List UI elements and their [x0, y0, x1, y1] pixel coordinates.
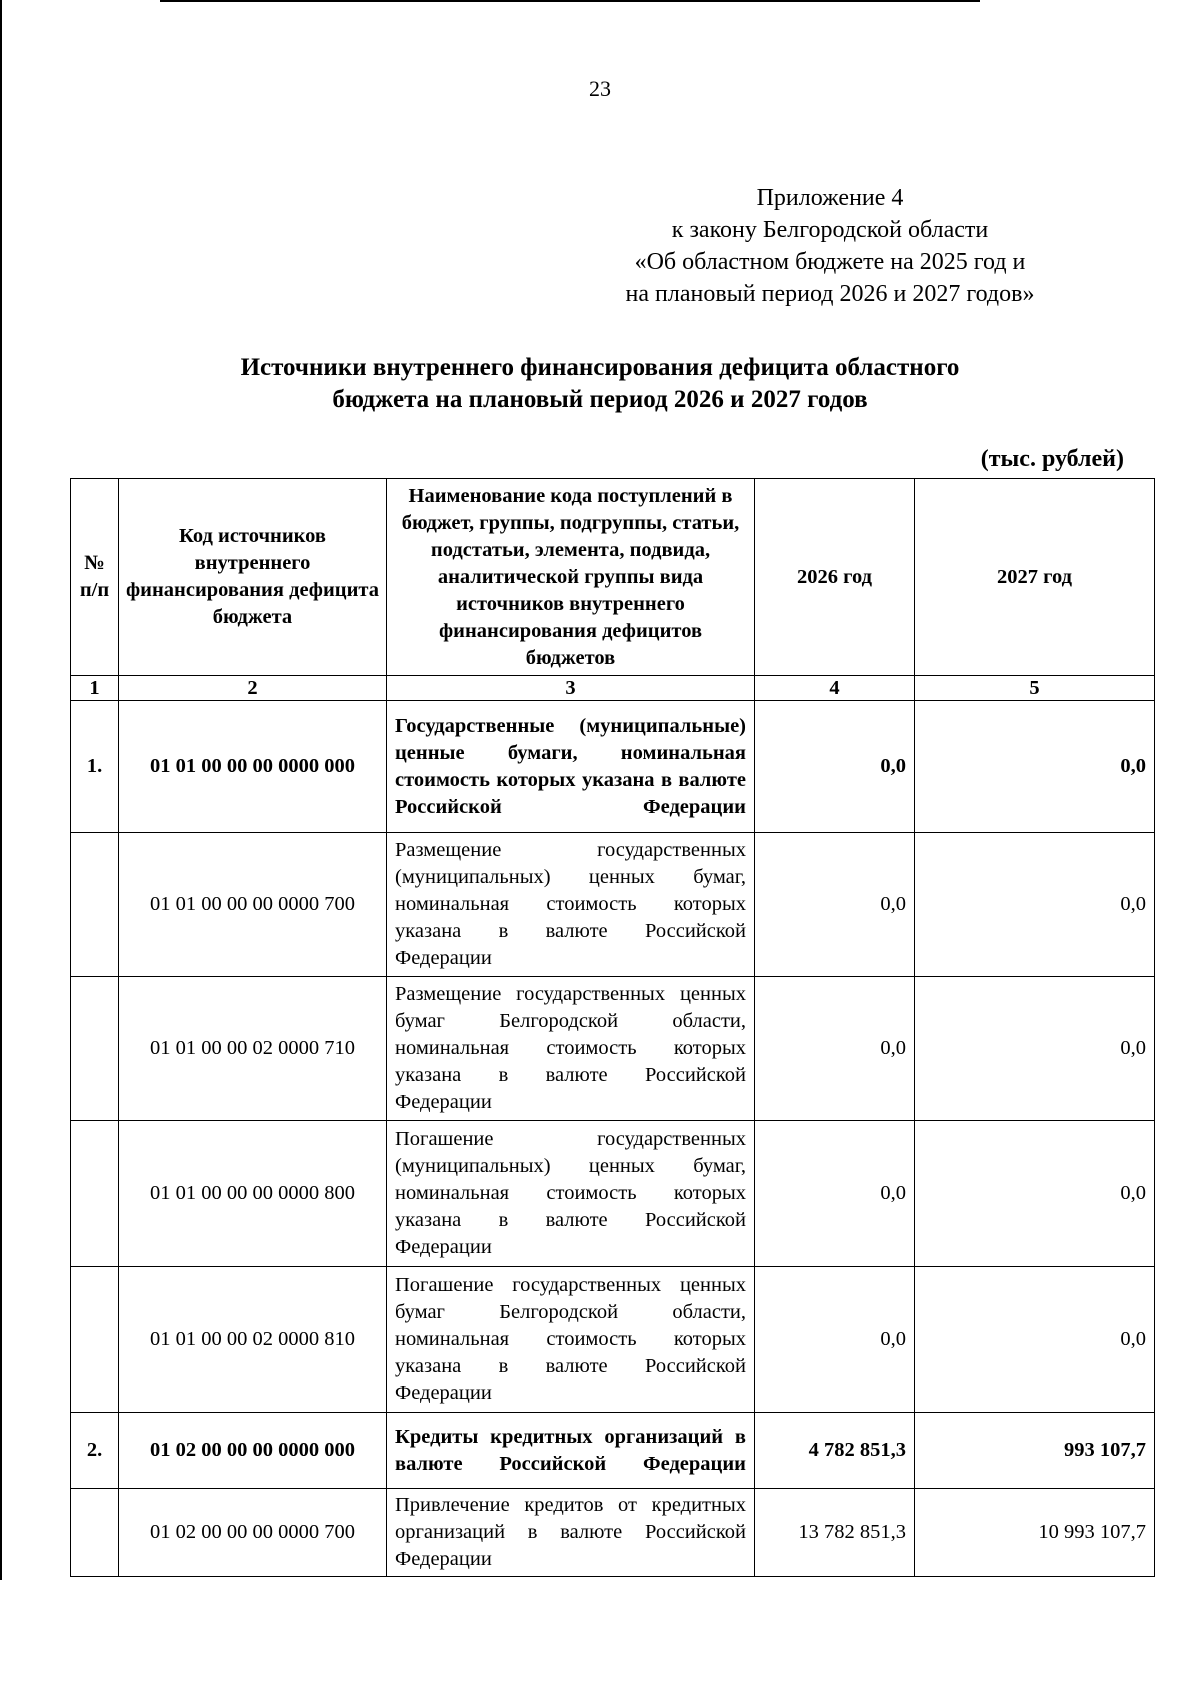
table-row [71, 1489, 1155, 1577]
row-value-2026: 13 782 851,3 [755, 1489, 915, 1577]
row-number [71, 833, 119, 977]
row-name: Погашение государственных ценных бумаг Белгородской области, номинальная стоимость которых указана в валюте Российской Федерации [387, 1267, 755, 1413]
row-value-2027: 0,0 [915, 701, 1155, 833]
row-name: Размещение государственных ценных бумаг Белгородской области, номинальная стоимость которых указана в валюте Российской Федерации [387, 977, 755, 1121]
row-value-2026: 0,0 [755, 701, 915, 833]
row-code: 01 02 00 00 00 0000 000 [119, 1413, 387, 1489]
financing-sources-table [70, 478, 1155, 1577]
row-code: 01 01 00 00 02 0000 710 [119, 977, 387, 1121]
row-value-2027: 0,0 [915, 833, 1155, 977]
column-number: 4 [755, 676, 915, 701]
document-title [0, 352, 1200, 416]
header-code: Код источников внутреннего финансирования дефицита бюджета [119, 479, 387, 676]
table-row [71, 977, 1155, 1121]
row-value-2027: 0,0 [915, 1267, 1155, 1413]
row-code: 01 02 00 00 00 0000 700 [119, 1489, 387, 1577]
table-row [71, 1267, 1155, 1413]
row-number [71, 1121, 119, 1267]
column-number: 1 [71, 676, 119, 701]
row-name: Привлечение кредитов от кредитных организаций в валюте Российской Федерации [387, 1489, 755, 1577]
row-value-2027: 10 993 107,7 [915, 1489, 1155, 1577]
title-line: Источники внутреннего финансирования дефицита областного [240, 354, 960, 381]
header-2027: 2027 год [915, 479, 1155, 676]
appendix-reference [560, 182, 1100, 310]
row-code: 01 01 00 00 00 0000 000 [119, 701, 387, 833]
title-line: бюджета на плановый период 2026 и 2027 годов [332, 386, 868, 413]
units-label: (тыс. рублей) [980, 446, 1124, 472]
row-code: 01 01 00 00 02 0000 810 [119, 1267, 387, 1413]
appendix-line: к закону Белгородской области [671, 217, 989, 243]
header-num: № п/п [71, 479, 119, 676]
row-number [71, 1489, 119, 1577]
row-code: 01 01 00 00 00 0000 700 [119, 833, 387, 977]
table-row [71, 1413, 1155, 1489]
row-name: Кредиты кредитных организаций в валюте Российской Федерации [387, 1413, 755, 1489]
row-value-2026: 0,0 [755, 833, 915, 977]
table-row [71, 833, 1155, 977]
table-header-row [71, 479, 1155, 676]
column-number: 2 [119, 676, 387, 701]
table-row [71, 1121, 1155, 1267]
row-value-2027: 0,0 [915, 1121, 1155, 1267]
row-number: 2. [71, 1413, 119, 1489]
row-value-2027: 0,0 [915, 977, 1155, 1121]
row-number: 1. [71, 701, 119, 833]
row-number [71, 977, 119, 1121]
row-number [71, 1267, 119, 1413]
row-value-2026: 0,0 [755, 1121, 915, 1267]
appendix-line: Приложение 4 [756, 185, 904, 211]
row-code: 01 01 00 00 00 0000 800 [119, 1121, 387, 1267]
column-number-row [71, 676, 1155, 701]
scan-edge-left [0, 0, 2, 1580]
row-name: Государственные (муниципальные) ценные бумаги, номинальная стоимость которых указана в валюте Российской Федерации [387, 701, 755, 833]
appendix-line: «Об областном бюджете на 2025 год и [634, 249, 1026, 275]
row-value-2027: 993 107,7 [915, 1413, 1155, 1489]
row-value-2026: 0,0 [755, 977, 915, 1121]
appendix-line: на плановый период 2026 и 2027 годов» [625, 281, 1035, 307]
scan-edge-top [160, 0, 980, 2]
header-name: Наименование кода поступлений в бюджет, группы, подгруппы, статьи, подстатьи, элемента, подвида, аналитической группы вида источников внутреннего финансирования дефицитов бюджетов [387, 479, 755, 676]
row-value-2026: 4 782 851,3 [755, 1413, 915, 1489]
page-number: 23 [589, 76, 611, 101]
column-number: 3 [387, 676, 755, 701]
row-name: Размещение государственных (муниципальных) ценных бумаг, номинальная стоимость которых указана в валюте Российской Федерации [387, 833, 755, 977]
table-row [71, 701, 1155, 833]
column-number: 5 [915, 676, 1155, 701]
header-2026: 2026 год [755, 479, 915, 676]
row-name: Погашение государственных (муниципальных) ценных бумаг, номинальная стоимость которых указана в валюте Российской Федерации [387, 1121, 755, 1267]
row-value-2026: 0,0 [755, 1267, 915, 1413]
